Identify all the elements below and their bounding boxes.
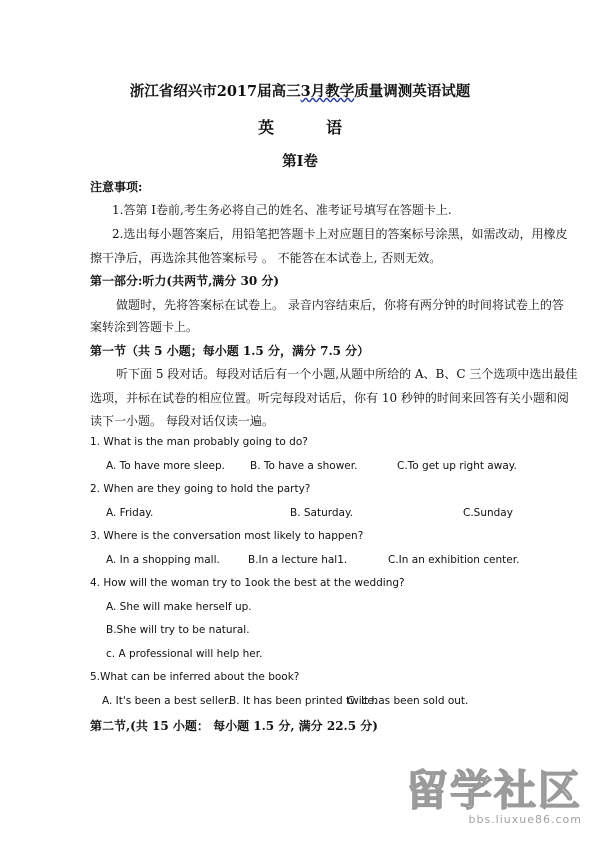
part1-intro-line-2: 案转涂到答题卡上。 bbox=[90, 320, 199, 334]
part1-heading: 第一部分:听力(共两节,满分 30 分) bbox=[90, 274, 280, 288]
question-1: 1. What is the man probably going to do? bbox=[90, 436, 308, 448]
question-3-option-c: C.In an exhibition center. bbox=[388, 554, 520, 566]
question-3-option-a: A. In a shopping mall. bbox=[106, 554, 220, 566]
question-4-option-b: B.She will try to be natural. bbox=[106, 624, 250, 636]
question-5-option-b: B. It has been printed twice. bbox=[229, 695, 378, 707]
volume-heading: 第Ⅰ卷 bbox=[282, 153, 318, 170]
section1-instr-line-3: 读下一小题。 每段对话仅读一遍。 bbox=[90, 414, 274, 428]
question-2-option-c: C.Sunday bbox=[463, 507, 513, 519]
title-part-1: 浙江省绍兴市2017届高三 bbox=[129, 83, 301, 100]
notes-item-2-line-1: 2.选出每小题答案后，用铅笔把答题卡上对应题目的答案标号涂黑，如需改动，用橡皮 bbox=[112, 227, 568, 241]
question-5: 5.What can be inferred about the book? bbox=[90, 671, 300, 683]
question-4-option-a: A. She will make herself up. bbox=[106, 601, 252, 613]
title-part-underlined: 3月教学 bbox=[300, 83, 355, 100]
section1-instr-line-2: 选项，并标在试卷的相应位置。听完每段对话后，你有 10 秒钟的时间来回答有关小题和阅 bbox=[90, 391, 569, 405]
question-5-option-c: C. It has been sold out. bbox=[347, 695, 469, 707]
question-1-option-a: A. To have more sleep. bbox=[106, 460, 226, 472]
question-3-option-b: B.In a lecture hal1. bbox=[248, 554, 348, 566]
question-2-option-b: B. Saturday. bbox=[290, 507, 354, 519]
subject-heading bbox=[0, 115, 600, 138]
watermark-text: 留学社区 bbox=[405, 766, 582, 815]
question-2: 2. When are they going to hold the party? bbox=[90, 483, 311, 495]
question-1-option-c: C.To get up right away. bbox=[397, 460, 517, 472]
part1-intro-line-1: 做题时，先将答案标在试卷上。 录音内容结束后，你将有两分钟的时间将试卷上的答 bbox=[116, 298, 564, 312]
question-5-option-a: A. It's been a best seller. bbox=[102, 695, 231, 707]
question-4-option-c: c. A professional will help her. bbox=[106, 648, 263, 660]
question-2-option-a: A. Friday. bbox=[106, 507, 154, 519]
title-part-2: 质量调测英语试题 bbox=[354, 83, 471, 100]
exam-title bbox=[0, 80, 600, 101]
subject-char-2: 语 bbox=[326, 118, 343, 137]
notes-item-1: 1.答第 Ⅰ卷前,考生务必将自己的姓名、准考证号填写在答题卡上. bbox=[112, 203, 452, 217]
notes-item-2-line-2: 擦干净后，再选涂其他答案标号 。 不能答在本试卷上, 否则无效。 bbox=[90, 251, 442, 265]
question-4: 4. How will the woman try to 1ook the best at the wedding? bbox=[90, 577, 405, 589]
section1-heading: 第一节（共 5 小题；每小题 1.5 分，满分 7.5 分） bbox=[90, 344, 370, 358]
question-1-option-b: B. To have a shower. bbox=[250, 460, 358, 472]
watermark-url: bbs.liuxue86.com bbox=[468, 813, 582, 826]
notes-heading: 注意事项: bbox=[90, 180, 143, 194]
section2-heading: 第二节,(共 15 小题： 每小题 1.5 分, 满分 22.5 分) bbox=[90, 719, 378, 733]
question-3: 3. Where is the conversation most likely to happen? bbox=[90, 530, 364, 542]
section1-instr-line-1: 听下面 5 段对话。每段对话后有一个小题,从题中所给的 A、B、C 三个选项中选出最佳 bbox=[116, 367, 578, 381]
watermark-logo bbox=[405, 766, 582, 826]
subject-char-1: 英 bbox=[257, 118, 274, 137]
